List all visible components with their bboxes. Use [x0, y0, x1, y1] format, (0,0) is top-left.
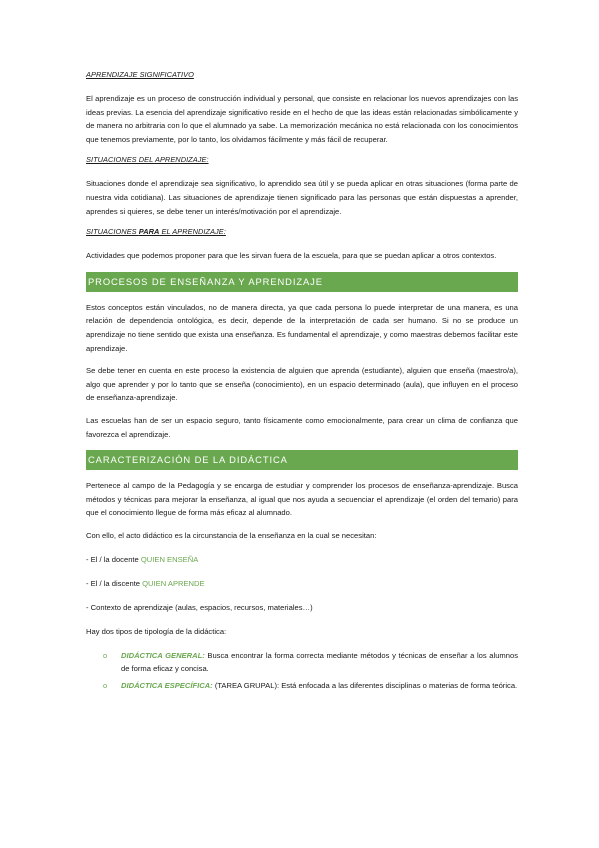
caracterizacion-heading: CARACTERIZACIÓN DE LA DIDÁCTICA — [86, 450, 518, 470]
aprendizaje-significativo-title: APRENDIZAJE SIGNIFICATIVO — [86, 70, 194, 79]
procesos-paragraph-2: Se debe tener en cuenta en este proceso la existencia de alguien que aprenda (estudiante), alguien que enseña (maestro/a), algo que aprender y por lo tanto que se enseña (conocimiento), en un espacio determinado (aula), que influyen en el proceso de enseñanza-aprendizaje. — [86, 366, 518, 403]
docente-value: QUIEN ENSEÑA — [140, 554, 199, 564]
didactica-especifica-label: DIDÁCTICA ESPECÍFICA: — [121, 681, 213, 691]
discente-prefix: - El / la discente — [86, 578, 143, 588]
docente-line — [86, 553, 518, 566]
procesos-heading: PROCESOS DE ENSEÑANZA Y APRENDIZAJE — [86, 272, 518, 292]
didactica-especifica-text: : Está enfocada a las diferentes disciplinas o materias de forma teórica. — [276, 681, 518, 691]
situaciones-para-title-part-a: SITUACIONES — [86, 227, 139, 237]
situaciones-del-aprendizaje-text: Situaciones donde el aprendizaje sea significativo, lo aprendido sea útil y se pueda aplicar en otras situaciones (forma parte de nuestra vida cotidiana). Las situaciones de aprendizaje tienen significado para las personas que están dispuestas a aprender, aprendes si quieres, se debe tener un interés/motivación por el aprendizaje. — [86, 179, 518, 216]
caracterizacion-paragraph-2: Con ello, el acto didáctico es la circunstancia de la enseñanza en la cual se necesitan: — [86, 530, 377, 540]
contexto-line: - Contexto de aprendizaje (aulas, espacios, recursos, materiales…) — [86, 602, 313, 612]
aprendizaje-significativo-text: El aprendizaje es un proceso de construcción individual y personal, que consiste en relacionar los nuevos aprendizajes con las ideas previas. La esencia del aprendizaje significativo reside en el hecho de que las ideas están relacionadas simbólicamente y de manera no arbitraria con lo que el alumnado ya sabe. La memorización mecánica no está relacionada con los conocimientos que tenemos previamente, por lo tanto, los olvidamos fácilmente y más fácil de recuperar. — [86, 94, 518, 144]
caracterizacion-paragraph-1: Pertenece al campo de la Pedagogía y se encarga de estudiar y comprender los procesos de enseñanza-aprendizaje. Busca métodos y técnicas para mejorar la enseñanza, al igual que nos ayuda a secuenciar el aprendizaje (el orden del temario) para que el conocimiento llegue de forma más eficaz al alumnado. — [86, 481, 518, 518]
situaciones-para-title-part-b: PARA — [138, 227, 160, 237]
docente-prefix: - El / la docente — [86, 554, 141, 564]
list-item-didactica-general — [86, 649, 518, 676]
didactica-general-text: Busca encontrar la forma correcta mediante métodos y técnicas de enseñar a los alumnos de forma eficaz y concisa. — [121, 650, 518, 674]
situaciones-para-aprendizaje-title — [86, 227, 518, 236]
tipos-intro: Hay dos tipos de tipología de la didáctica: — [86, 626, 227, 636]
tipos-list — [86, 649, 518, 693]
procesos-paragraph-1: Estos conceptos están vinculados, no de manera directa, ya que cada persona lo puede interpretar de una manera, es una relación de dependencia ontológica, es decir, depende de la interpretación de cada ser humano. Si no se produce un aprendizaje no tiene sentido que exista una enseñanza. Es fundamental el aprendizaje, y como maestras debemos facilitar este aprendizaje. — [86, 302, 518, 353]
didactica-especifica-extra: (TAREA GRUPAL) — [212, 681, 277, 691]
procesos-paragraph-3: Las escuelas han de ser un espacio seguro, tanto físicamente como emocionalmente, para crear un clima de confianza que favorezca el aprendizaje. — [86, 415, 518, 439]
situaciones-para-title-part-c: EL APRENDIZAJE: — [159, 227, 226, 237]
bullet-icon: o — [103, 650, 108, 660]
list-item-didactica-especifica — [86, 679, 518, 693]
situaciones-del-aprendizaje-title: SITUACIONES DEL APRENDIZAJE: — [86, 155, 209, 165]
didactica-general-label: DIDÁCTICA GENERAL: — [121, 650, 205, 660]
bullet-icon: o — [103, 681, 108, 691]
discente-line — [86, 577, 518, 590]
document-page — [86, 66, 518, 696]
situaciones-para-aprendizaje-text: Actividades que podemos proponer para que les sirvan fuera de la escuela, para que se puedan aplicar a otros contextos. — [86, 251, 497, 261]
discente-value: QUIEN APRENDE — [142, 578, 205, 588]
